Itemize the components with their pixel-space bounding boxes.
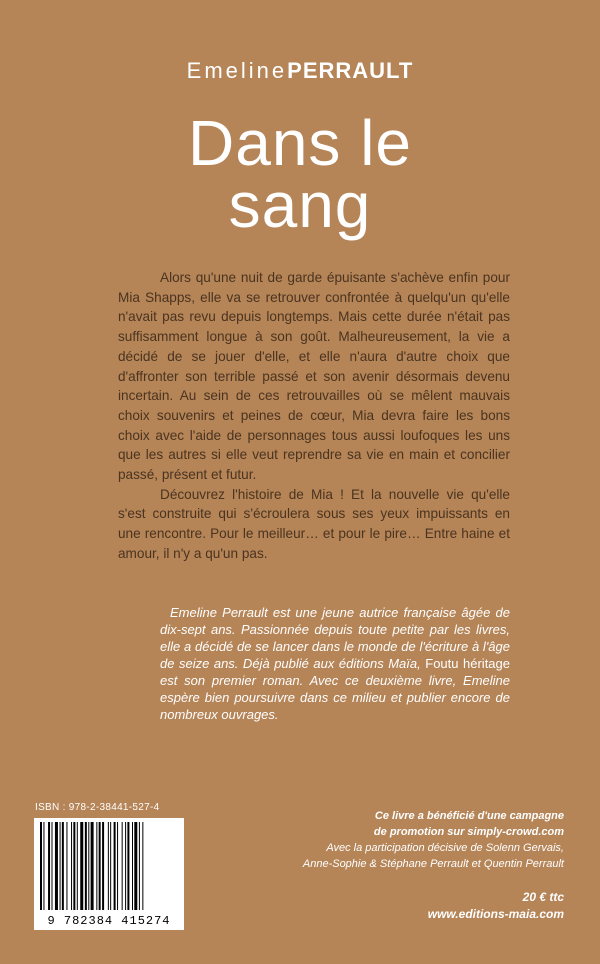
credits: [234, 808, 564, 872]
credits-line-3: Avec la participation décisive de Solenn Gervais,: [326, 842, 564, 854]
barcode-number: 9 782384 415274: [47, 914, 171, 928]
book-title-line-2: sang: [228, 169, 372, 241]
bio-book-title: Foutu héritage: [425, 656, 510, 671]
author-name: [0, 58, 600, 84]
synopsis-paragraph-2: Découvrez l'histoire de Mia ! Et la nouvelle vie qu'elle s'est construite qui s'écroulera sous ses yeux impuissants en une rencontre. Pour le meilleur… et pour le pire… Entre haine et amour, il n'y a qu'un pas.: [118, 486, 510, 561]
bio-part-1: Emeline Perrault est une jeune autrice française âgée de dix-sept ans. Passionnée depuis toute petite par les livres, elle a décidé de se lancer dans le monde de l'écriture à l'âge de seize ans. Déjà publié aux éditions Maïa,: [160, 605, 510, 671]
book-title-line-1: Dans le: [188, 107, 412, 179]
credits-line-4: Anne-Sophie & Stéphane Perrault et Quentin Perrault: [302, 858, 564, 870]
book-title: [0, 107, 600, 241]
bio-part-2: est son premier roman. Avec ce deuxième livre, Emeline espère bien poursuivre dans ce milieu et publier encore de nombreux ouvrages.: [160, 673, 510, 722]
synopsis: [118, 268, 510, 564]
credits-line-2: de promotion sur simply-crowd.com: [373, 826, 564, 838]
publisher-website[interactable]: www.editions-maia.com: [427, 907, 564, 921]
price: 20 € ttc: [522, 890, 564, 904]
barcode-bars: [40, 822, 178, 910]
isbn-label: ISBN : 978-2-38441-527-4: [35, 802, 160, 813]
barcode: [34, 818, 184, 930]
author-last-name: PERRAULT: [287, 58, 414, 83]
credits-line-1: Ce livre a bénéficié d'une campagne: [374, 810, 564, 822]
author-first-name: Emeline: [186, 58, 288, 83]
synopsis-paragraph-1: Alors qu'une nuit de garde épuisante s'achève enfin pour Mia Shapps, elle va se retrouver confrontée à quelqu'un qu'elle n'avait pas revu depuis longtemps. Mais cette durée n'était pas suffisamment longue à son goût. Malheureusement, la vie a décidé de se jouer d'elle, et elle n'aura d'autre choix que d'affronter son terrible passé et son avenir désormais devenu incertain. Au sein de ces retrouvailles où se mêlent mauvais choix souvenirs et peines de cœur, Mia devra faire les bons choix avec l'aide de personnages tous aussi loufoques les uns que les autres si elle veut reprendre sa vie en main et concilier passé, présent et futur.: [118, 270, 510, 483]
author-bio: [160, 604, 510, 723]
